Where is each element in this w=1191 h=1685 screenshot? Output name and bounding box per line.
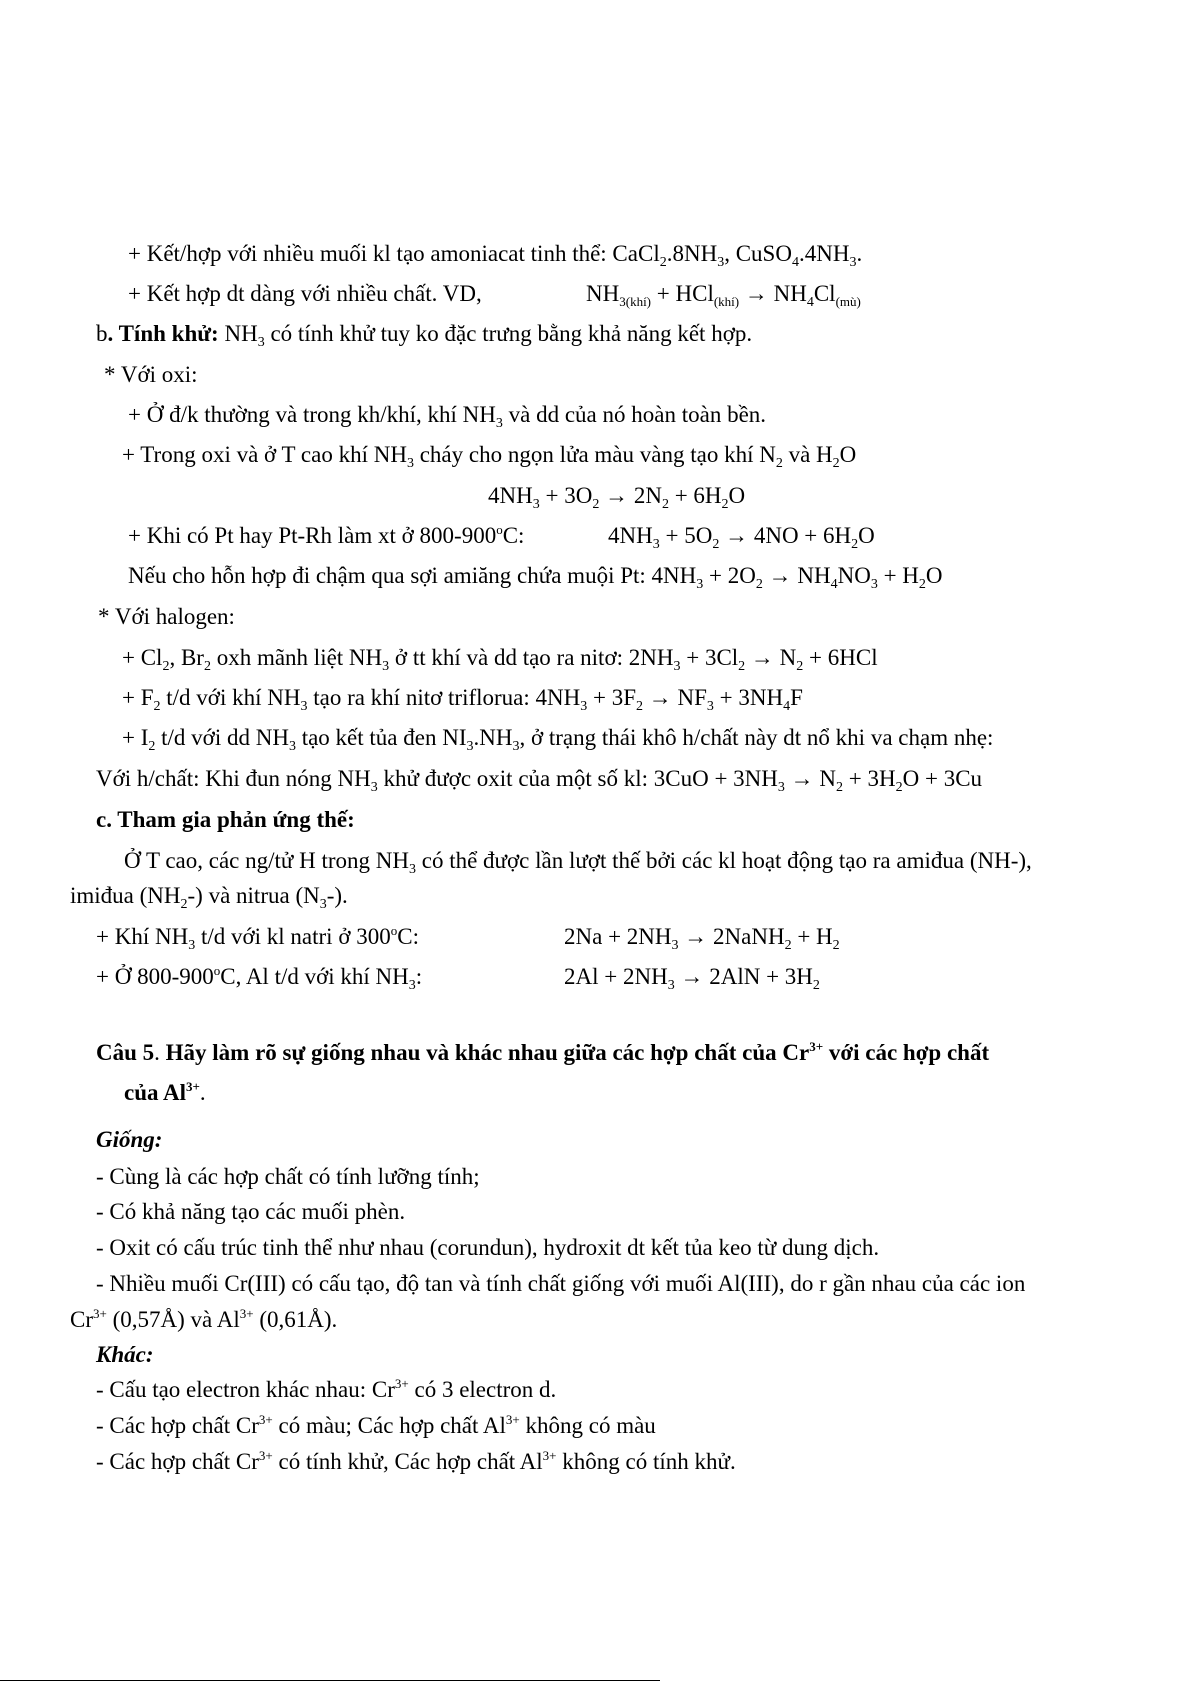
similarities-heading: Giống: [96, 1127, 163, 1152]
section-c-heading: c. Tham gia phản ứng thế: [96, 807, 355, 832]
line-imidua: imiđua $(NH_2-)$ và nitrua $(N_3-)$. [70, 883, 348, 912]
line-with-oxygen: * Với oxi: [104, 362, 198, 387]
line-combination-example: + Kết hợp dt dàng với nhiều chất. VD, $NH_{3(khí)} + HCl_{(khí)} \to NH_4Cl_{(mù)}$ [128, 281, 861, 310]
line-cl2-br2: + $Cl_2$, $Br_2$ oxh mãnh liệt $NH_3$ ở tt khí và dd tạo ra nitơ: $2NH_3 + 3Cl_2 \to N_2 + 6HCl$ [122, 645, 878, 674]
line-amoniacat: + Kết/hợp với nhiều muối kl tạo amoniacat tinh thể: $CaCl_2.8NH_3$, $CuSO_4.4NH_3$. [128, 241, 863, 270]
difference-item-2: - Các hợp chất $Cr^{3+}$ có màu; Các hợp chất $Al^{3+}$ không có màu [96, 1412, 656, 1438]
question-5-title-cont: của $Al^{3+}$. [124, 1079, 206, 1105]
equation-al-nh3: $2Al + 2NH_3 \to 2AlN + 3H_2$ [564, 964, 820, 993]
line-oxygen-high-temp: + Trong oxi và ở T cao khí $NH_3$ cháy cho ngọn lửa màu vàng tạo khí $N_2$ và $H_2O$ [122, 442, 857, 471]
question-5-title: Câu 5. Hãy làm rõ sự giống nhau và khác nhau giữa các hợp chất của $Cr^{3+}$ với các hợp chất [96, 1039, 990, 1065]
line-f2: + $F_2$ t/d với khí $NH_3$ tạo ra khí nitơ triflorua: $4NH_3 + 3F_2 \to NF_3 + 3NH_4F$ [122, 685, 803, 714]
similarity-item-2: - Có khả năng tạo các muối phèn. [96, 1199, 406, 1224]
line-with-halogen: * Với halogen: [98, 604, 235, 629]
footer-divider [0, 1680, 660, 1681]
differences-heading: Khác: [96, 1342, 154, 1367]
similarity-item-1: - Cùng là các hợp chất có tính lưỡng tính; [96, 1164, 480, 1189]
line-substitution: Ở T cao, các ng/tử H trong $NH_3$ có thể được lần lượt thế bởi các kl hoạt động tạo ra amiđua (NH-), [124, 848, 1032, 877]
line-pt-catalyst: + Khi có Pt hay Pt-Rh làm xt ở 800-900$^o$C: $4NH_3 + 5O_2 \to 4NO + 6H_2O$ [128, 522, 875, 552]
line-asbestos-pt: Nếu cho hỗn hợp đi chậm qua sợi amiăng chứa muội Pt: $4NH_3 + 2O_2 \to NH_4NO_3 + H_2O$ [128, 563, 943, 592]
line-with-compounds: Với h/chất: Khi đun nóng $NH_3$ khử được oxit của một số kl: $3CuO + 3NH_3 \to N_2 + 3H_2O + 3Cu$ [96, 766, 983, 795]
similarity-item-4: - Nhiều muối Cr(III) có cấu tạo, độ tan và tính chất giống với muối Al(III), do r gần nhau của các ion [96, 1271, 1026, 1296]
line-aluminium: + Ở 800-900$^o$C, Al t/d với khí $NH_3$: $2Al + 2NH_3 \to 2AlN + 3H_2$ [96, 963, 820, 993]
equation-nh3-hcl: $NH_{3(khí)} + HCl_{(khí)} \to NH_4Cl_{(mù)}$ [586, 281, 861, 310]
similarity-item-4-cont: $Cr^{3+}$ (0,57Å) và $Al^{3+}$ (0,61Å). [70, 1306, 338, 1332]
line-oxygen-normal: + Ở đ/k thường và trong kh/khí, khí $NH_3$ và dd của nó hoàn toàn bền. [128, 402, 767, 431]
equation-nh3-combustion: $4NH_3 + 3O_2 \to 2N_2 + 6H_2O$ [488, 483, 746, 512]
equation-nh3-no: $4NH_3 + 5O_2 \to 4NO + 6H_2O$ [608, 523, 875, 552]
section-b-heading: b. Tính khử: $NH_3$ có tính khử tuy ko đặc trưng bằng khả năng kết hợp. [96, 321, 753, 350]
similarity-item-3: - Oxit có cấu trúc tinh thể như nhau (corundun), hydroxit dt kết tủa keo từ dung dịch. [96, 1235, 880, 1260]
line-sodium: + Khí $NH_3$ t/d với kl natri ở 300$^o$C: $2Na + 2NH_3$ → 2NaNH$_2$ + $H_2$ [96, 923, 840, 953]
equation-na-nh3: $2Na + 2NH_3$ → 2NaNH$_2$ + $H_2$ [564, 924, 840, 953]
difference-item-1: - Cấu tạo electron khác nhau: $Cr^{3+}$ có 3 electron d. [96, 1376, 557, 1402]
line-i2: + $I_2$ t/d với dd $NH_3$ tạo kết tủa đen $NI_3.NH_3$, ở trạng thái khô h/chất này dt nổ khi va chạm nhẹ: [122, 725, 994, 754]
difference-item-3: - Các hợp chất $Cr^{3+}$ có tính khử, Các hợp chất $Al^{3+}$ không có tính khử. [96, 1448, 736, 1474]
